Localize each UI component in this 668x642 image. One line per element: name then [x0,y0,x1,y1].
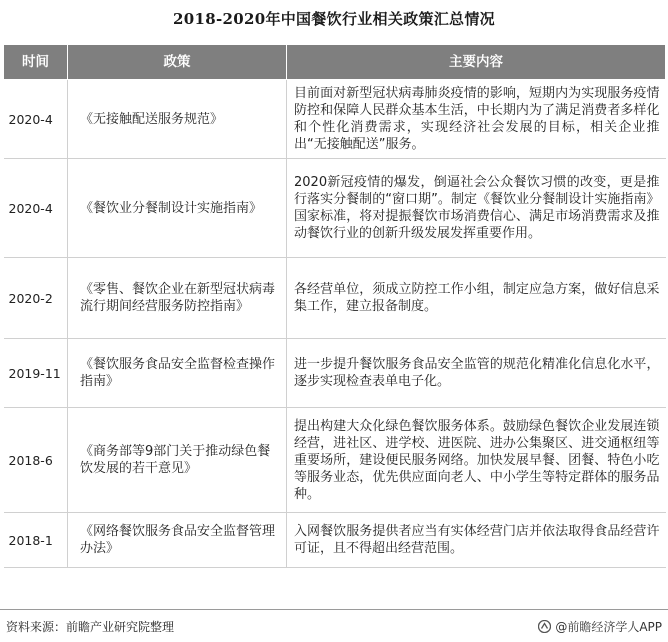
header-policy: 政策 [68,45,287,80]
row-content: 目前面对新型冠状病毒肺炎疫情的影响，短期内为实现服务疫情防控和保障人民群众基本生活，中长期内为了满足消费者多样化和个性化消费需求，实现经济社会发展的目标，相关企业推出“无接触配送”服务。 [287,80,666,159]
table-row [4,159,666,258]
row-time: 2020-2 [4,258,68,339]
footer [0,609,668,642]
header-time: 时间 [4,45,68,80]
row-content: 进一步提升餐饮服务食品安全监管的规范化精准化信息化水平，逐步实现检查表单电子化。 [287,339,666,408]
row-policy: 《网络餐饮服务食品安全监督管理办法》 [68,513,287,568]
table-header-row [4,45,666,80]
brand-label: @前瞻经济学人APP [555,620,662,634]
row-policy: 《零售、餐饮企业在新型冠状病毒流行期间经营服务防控指南》 [68,258,287,339]
row-content: 2020新冠疫情的爆发，倒逼社会公众餐饮习惯的改变，更是推行落实分餐制的“窗口期”。制定《餐饮业分餐制设计实施指南》国家标准，将对提振餐饮市场消费信心、满足市场消费需求及推动餐饮行业的创新升级发展发挥重要作用。 [287,159,666,258]
row-time: 2018-6 [4,408,68,513]
header-content: 主要内容 [287,45,666,80]
page-title: 2018-2020年中国餐饮行业相关政策汇总情况 [173,10,495,28]
source-note: 资料来源：前瞻产业研究院整理 [6,620,175,634]
table-row [4,408,666,513]
row-content: 提出构建大众化绿色餐饮服务体系。鼓励绿色餐饮企业发展连锁经营，进社区、进学校、进医院、进办公集聚区、进交通枢纽等重要场所，建设便民服务网络。加快发展早餐、团餐、特色小吃等服务业态，优先供应面向老人、中小学生等特定群体的服务品种。 [287,408,666,513]
row-content: 入网餐饮服务提供者应当有实体经营门店并依法取得食品经营许可证，且不得超出经营范围。 [287,513,666,568]
brand-credit [538,618,662,635]
table-row [4,80,666,159]
table-row [4,258,666,339]
row-policy: 《商务部等9部门关于推动绿色餐饮发展的若干意见》 [68,408,287,513]
row-time: 2020-4 [4,80,68,159]
row-time: 2019-11 [4,339,68,408]
row-policy: 《餐饮服务食品安全监督检查操作指南》 [68,339,287,408]
qianzhan-logo-icon [538,620,551,633]
row-policy: 《无接触配送服务规范》 [68,80,287,159]
policy-table [3,44,666,568]
row-time: 2018-1 [4,513,68,568]
row-time: 2020-4 [4,159,68,258]
table-row [4,513,666,568]
row-policy: 《餐饮业分餐制设计实施指南》 [68,159,287,258]
row-content: 各经营单位，须成立防控工作小组，制定应急方案，做好信息采集工作，建立报备制度。 [287,258,666,339]
table-row [4,339,666,408]
